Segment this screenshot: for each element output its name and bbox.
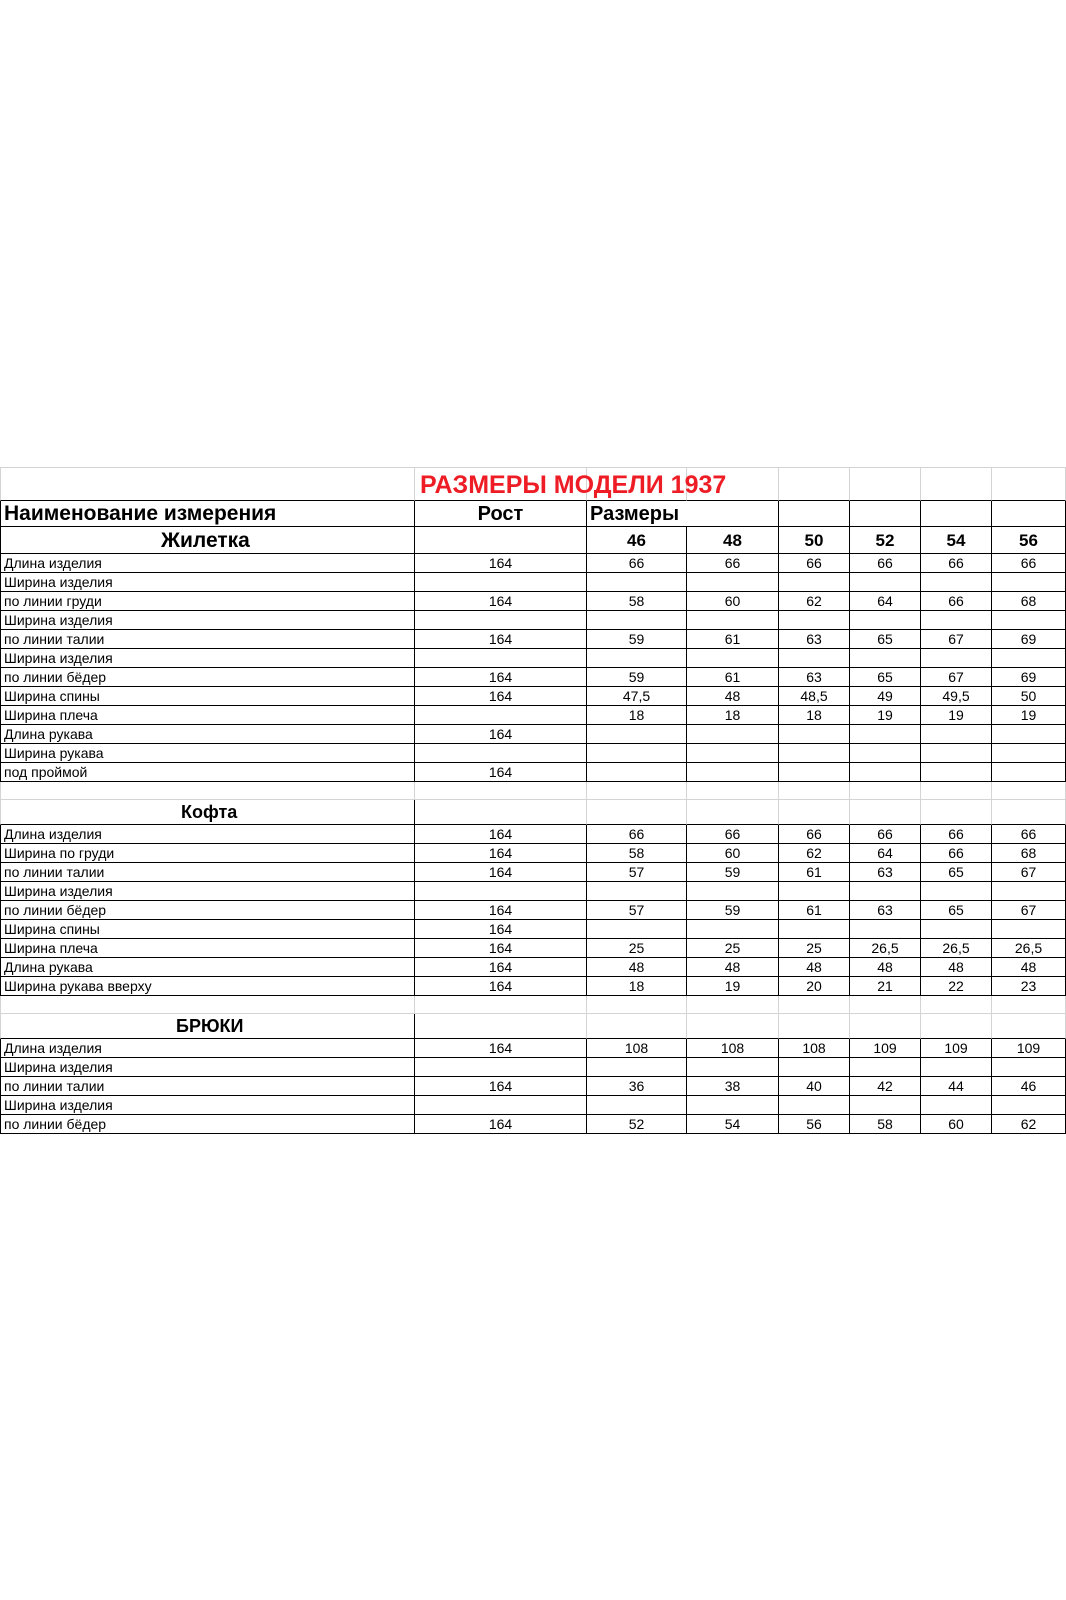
measurement-label: Длина изделия xyxy=(0,554,415,573)
size-value xyxy=(921,725,992,744)
size-value: 19 xyxy=(921,706,992,725)
header-height: Рост xyxy=(415,501,587,527)
height-value xyxy=(415,744,587,763)
size-value xyxy=(779,744,850,763)
height-value xyxy=(415,882,587,901)
section-header-cardigan xyxy=(0,800,1066,825)
size-value: 18 xyxy=(779,706,850,725)
size-value: 49 xyxy=(850,687,921,706)
size-value: 66 xyxy=(587,825,687,844)
size-value xyxy=(921,611,992,630)
size-value xyxy=(779,611,850,630)
size-value xyxy=(992,763,1066,782)
height-value: 164 xyxy=(415,763,587,782)
size-value: 108 xyxy=(779,1039,850,1058)
size-value xyxy=(992,1096,1066,1115)
size-value: 59 xyxy=(587,630,687,649)
header-name: Наименование измерения xyxy=(0,501,415,527)
size-value: 66 xyxy=(921,844,992,863)
size-value xyxy=(850,1058,921,1077)
size-value: 66 xyxy=(687,825,779,844)
size-value: 66 xyxy=(992,825,1066,844)
measurement-label: по линии талии xyxy=(0,863,415,882)
section-header-vest xyxy=(0,527,1066,554)
size-value xyxy=(992,725,1066,744)
size-value xyxy=(992,573,1066,592)
size-value: 25 xyxy=(687,939,779,958)
height-value: 164 xyxy=(415,977,587,996)
size-value: 63 xyxy=(850,863,921,882)
size-value: 54 xyxy=(687,1115,779,1134)
size-value: 68 xyxy=(992,592,1066,611)
size-value xyxy=(850,1096,921,1115)
size-value: 18 xyxy=(587,977,687,996)
size-value: 67 xyxy=(992,863,1066,882)
size-value: 46 xyxy=(992,1077,1066,1096)
size-value: 58 xyxy=(587,592,687,611)
size-value: 57 xyxy=(587,863,687,882)
size-value: 69 xyxy=(992,630,1066,649)
size-value xyxy=(687,1058,779,1077)
section-title: БРЮКИ xyxy=(0,1014,415,1039)
size-value xyxy=(921,882,992,901)
size-value: 19 xyxy=(850,706,921,725)
size-value xyxy=(779,1058,850,1077)
size-value: 48,5 xyxy=(779,687,850,706)
measurement-label: Ширина изделия xyxy=(0,573,415,592)
size-value: 20 xyxy=(779,977,850,996)
height-value: 164 xyxy=(415,825,587,844)
size-value xyxy=(921,1096,992,1115)
size-value xyxy=(850,882,921,901)
table-row xyxy=(0,882,1066,901)
size-value xyxy=(587,763,687,782)
size-value: 48 xyxy=(687,687,779,706)
measurement-label: Длина изделия xyxy=(0,1039,415,1058)
size-value: 62 xyxy=(992,1115,1066,1134)
measurement-label: по линии бёдер xyxy=(0,901,415,920)
table-row xyxy=(0,554,1066,573)
size-value xyxy=(850,744,921,763)
size-value: 48 xyxy=(779,958,850,977)
size-value xyxy=(687,763,779,782)
table-row xyxy=(0,573,1066,592)
table-row xyxy=(0,863,1066,882)
size-value: 61 xyxy=(687,668,779,687)
table-row xyxy=(0,1115,1066,1134)
size-value: 25 xyxy=(779,939,850,958)
size-value: 40 xyxy=(779,1077,850,1096)
size-value: 65 xyxy=(921,901,992,920)
size-value: 42 xyxy=(850,1077,921,1096)
table-row xyxy=(0,706,1066,725)
size-value xyxy=(779,920,850,939)
size-value: 61 xyxy=(779,901,850,920)
size-value: 21 xyxy=(850,977,921,996)
size-value xyxy=(779,1096,850,1115)
size-value: 26,5 xyxy=(992,939,1066,958)
size-value: 48 xyxy=(921,958,992,977)
size-value: 67 xyxy=(921,668,992,687)
table-row xyxy=(0,1039,1066,1058)
size-value: 66 xyxy=(587,554,687,573)
table-row xyxy=(0,611,1066,630)
measurement-label: Длина рукава xyxy=(0,958,415,977)
size-value: 49,5 xyxy=(921,687,992,706)
table-row xyxy=(0,649,1066,668)
table-row xyxy=(0,687,1066,706)
table-row xyxy=(0,844,1066,863)
size-value: 56 xyxy=(779,1115,850,1134)
size-value xyxy=(687,744,779,763)
size-value xyxy=(921,763,992,782)
measurement-label: Ширина изделия xyxy=(0,649,415,668)
measurement-label: по линии бёдер xyxy=(0,1115,415,1134)
size-value: 61 xyxy=(779,863,850,882)
section-body-vest xyxy=(0,554,1066,782)
size-label: 50 xyxy=(779,527,850,554)
size-value: 65 xyxy=(921,863,992,882)
spacer-row xyxy=(0,782,1066,800)
height-value xyxy=(415,706,587,725)
size-value: 19 xyxy=(687,977,779,996)
measurement-label: Ширина плеча xyxy=(0,939,415,958)
size-value xyxy=(850,573,921,592)
size-label: 52 xyxy=(850,527,921,554)
table-row xyxy=(0,630,1066,649)
size-value: 66 xyxy=(921,825,992,844)
table-row xyxy=(0,1077,1066,1096)
measurement-label: Длина изделия xyxy=(0,825,415,844)
size-value: 48 xyxy=(850,958,921,977)
size-value: 52 xyxy=(587,1115,687,1134)
size-value xyxy=(992,611,1066,630)
height-value: 164 xyxy=(415,958,587,977)
size-value xyxy=(921,1058,992,1077)
size-value: 23 xyxy=(992,977,1066,996)
height-value: 164 xyxy=(415,668,587,687)
measurement-label: Ширина изделия xyxy=(0,611,415,630)
size-value xyxy=(587,744,687,763)
size-value xyxy=(779,573,850,592)
size-value: 19 xyxy=(992,706,1066,725)
height-value: 164 xyxy=(415,1115,587,1134)
size-value: 108 xyxy=(587,1039,687,1058)
size-value: 62 xyxy=(779,592,850,611)
table-row xyxy=(0,920,1066,939)
size-value xyxy=(587,649,687,668)
size-value: 66 xyxy=(850,825,921,844)
size-value: 63 xyxy=(850,901,921,920)
measurement-label: Ширина рукава xyxy=(0,744,415,763)
size-value: 47,5 xyxy=(587,687,687,706)
size-value xyxy=(587,573,687,592)
size-value xyxy=(779,649,850,668)
size-value xyxy=(587,611,687,630)
size-value: 26,5 xyxy=(921,939,992,958)
size-value: 63 xyxy=(779,668,850,687)
measurement-label: по линии талии xyxy=(0,1077,415,1096)
size-value xyxy=(687,920,779,939)
measurement-label: Ширина спины xyxy=(0,687,415,706)
size-value: 66 xyxy=(921,592,992,611)
measurement-label: по линии талии xyxy=(0,630,415,649)
spacer-row xyxy=(0,996,1066,1014)
size-value: 48 xyxy=(587,958,687,977)
size-value: 44 xyxy=(921,1077,992,1096)
height-value xyxy=(415,649,587,668)
size-value xyxy=(850,763,921,782)
size-value xyxy=(992,1058,1066,1077)
size-value xyxy=(687,573,779,592)
height-value xyxy=(415,611,587,630)
table-row xyxy=(0,825,1066,844)
measurement-label: Ширина изделия xyxy=(0,1058,415,1077)
size-value xyxy=(587,725,687,744)
height-value xyxy=(415,573,587,592)
height-value: 164 xyxy=(415,687,587,706)
size-value: 50 xyxy=(992,687,1066,706)
size-value: 25 xyxy=(587,939,687,958)
height-value xyxy=(415,1096,587,1115)
size-value: 67 xyxy=(921,630,992,649)
table-row xyxy=(0,977,1066,996)
measurement-label: Ширина спины xyxy=(0,920,415,939)
size-value: 66 xyxy=(850,554,921,573)
table-title: РАЗМЕРЫ МОДЕЛИ 1937 xyxy=(420,471,727,499)
size-value: 109 xyxy=(850,1039,921,1058)
table-row xyxy=(0,901,1066,920)
table-row xyxy=(0,725,1066,744)
measurement-label: под проймой xyxy=(0,763,415,782)
section-body-cardigan xyxy=(0,825,1066,996)
size-value: 22 xyxy=(921,977,992,996)
size-value: 58 xyxy=(850,1115,921,1134)
size-value: 48 xyxy=(687,958,779,977)
size-value: 58 xyxy=(587,844,687,863)
height-value: 164 xyxy=(415,630,587,649)
size-value xyxy=(779,763,850,782)
size-label: 56 xyxy=(992,527,1066,554)
size-value: 48 xyxy=(992,958,1066,977)
table-row xyxy=(0,668,1066,687)
size-value xyxy=(992,882,1066,901)
height-value: 164 xyxy=(415,901,587,920)
size-value xyxy=(921,649,992,668)
size-value: 66 xyxy=(687,554,779,573)
size-value xyxy=(687,611,779,630)
height-value: 164 xyxy=(415,725,587,744)
size-value: 66 xyxy=(779,554,850,573)
height-value: 164 xyxy=(415,920,587,939)
size-value: 59 xyxy=(687,901,779,920)
size-value xyxy=(992,649,1066,668)
table-row xyxy=(0,592,1066,611)
size-value: 69 xyxy=(992,668,1066,687)
size-value: 38 xyxy=(687,1077,779,1096)
section-header-trousers xyxy=(0,1014,1066,1039)
size-value xyxy=(850,920,921,939)
size-value: 66 xyxy=(921,554,992,573)
height-value: 164 xyxy=(415,1077,587,1096)
size-value: 63 xyxy=(779,630,850,649)
size-value xyxy=(921,744,992,763)
size-value: 61 xyxy=(687,630,779,649)
height-value: 164 xyxy=(415,844,587,863)
header-row xyxy=(0,501,1066,527)
size-value xyxy=(850,649,921,668)
size-value: 64 xyxy=(850,592,921,611)
size-value: 66 xyxy=(992,554,1066,573)
size-value xyxy=(992,744,1066,763)
table-row xyxy=(0,763,1066,782)
size-value: 26,5 xyxy=(850,939,921,958)
table-row xyxy=(0,1096,1066,1115)
size-value: 68 xyxy=(992,844,1066,863)
measurement-label: по линии бёдер xyxy=(0,668,415,687)
height-value: 164 xyxy=(415,939,587,958)
size-value: 108 xyxy=(687,1039,779,1058)
size-value: 60 xyxy=(687,592,779,611)
measurement-label: Ширина изделия xyxy=(0,1096,415,1115)
height-value: 164 xyxy=(415,863,587,882)
size-value xyxy=(687,649,779,668)
size-value: 18 xyxy=(687,706,779,725)
table-row xyxy=(0,958,1066,977)
height-value: 164 xyxy=(415,1039,587,1058)
section-title: Кофта xyxy=(0,800,415,825)
section-title: Жилетка xyxy=(0,527,415,554)
size-value xyxy=(687,882,779,901)
height-value: 164 xyxy=(415,554,587,573)
size-value xyxy=(587,882,687,901)
size-value xyxy=(850,611,921,630)
size-table xyxy=(0,467,1066,1134)
size-value xyxy=(992,920,1066,939)
size-value xyxy=(779,725,850,744)
size-value xyxy=(587,1058,687,1077)
measurement-label: Ширина плеча xyxy=(0,706,415,725)
header-sizes: Размеры xyxy=(587,501,687,527)
size-value: 67 xyxy=(992,901,1066,920)
size-value xyxy=(587,920,687,939)
size-value: 64 xyxy=(850,844,921,863)
size-value xyxy=(921,573,992,592)
table-row xyxy=(0,939,1066,958)
size-value: 57 xyxy=(587,901,687,920)
size-value xyxy=(587,1096,687,1115)
size-value: 65 xyxy=(850,630,921,649)
measurement-label: Ширина рукава вверху xyxy=(0,977,415,996)
measurement-label: Ширина по груди xyxy=(0,844,415,863)
table-row xyxy=(0,744,1066,763)
size-value: 109 xyxy=(921,1039,992,1058)
size-value xyxy=(687,725,779,744)
measurement-label: Ширина изделия xyxy=(0,882,415,901)
size-value: 60 xyxy=(921,1115,992,1134)
size-label: 54 xyxy=(921,527,992,554)
size-value xyxy=(779,882,850,901)
section-body-trousers xyxy=(0,1039,1066,1134)
size-value: 18 xyxy=(587,706,687,725)
table-row xyxy=(0,1058,1066,1077)
height-value: 164 xyxy=(415,592,587,611)
size-value: 109 xyxy=(992,1039,1066,1058)
size-value: 66 xyxy=(779,825,850,844)
size-value xyxy=(850,725,921,744)
size-label: 48 xyxy=(687,527,779,554)
size-value: 36 xyxy=(587,1077,687,1096)
size-value: 65 xyxy=(850,668,921,687)
height-value xyxy=(415,1058,587,1077)
size-value xyxy=(687,1096,779,1115)
size-value: 59 xyxy=(587,668,687,687)
size-value: 60 xyxy=(687,844,779,863)
size-value: 62 xyxy=(779,844,850,863)
measurement-label: по линии груди xyxy=(0,592,415,611)
title-row xyxy=(0,467,1066,501)
size-value xyxy=(921,920,992,939)
size-label: 46 xyxy=(587,527,687,554)
size-value: 59 xyxy=(687,863,779,882)
measurement-label: Длина рукава xyxy=(0,725,415,744)
